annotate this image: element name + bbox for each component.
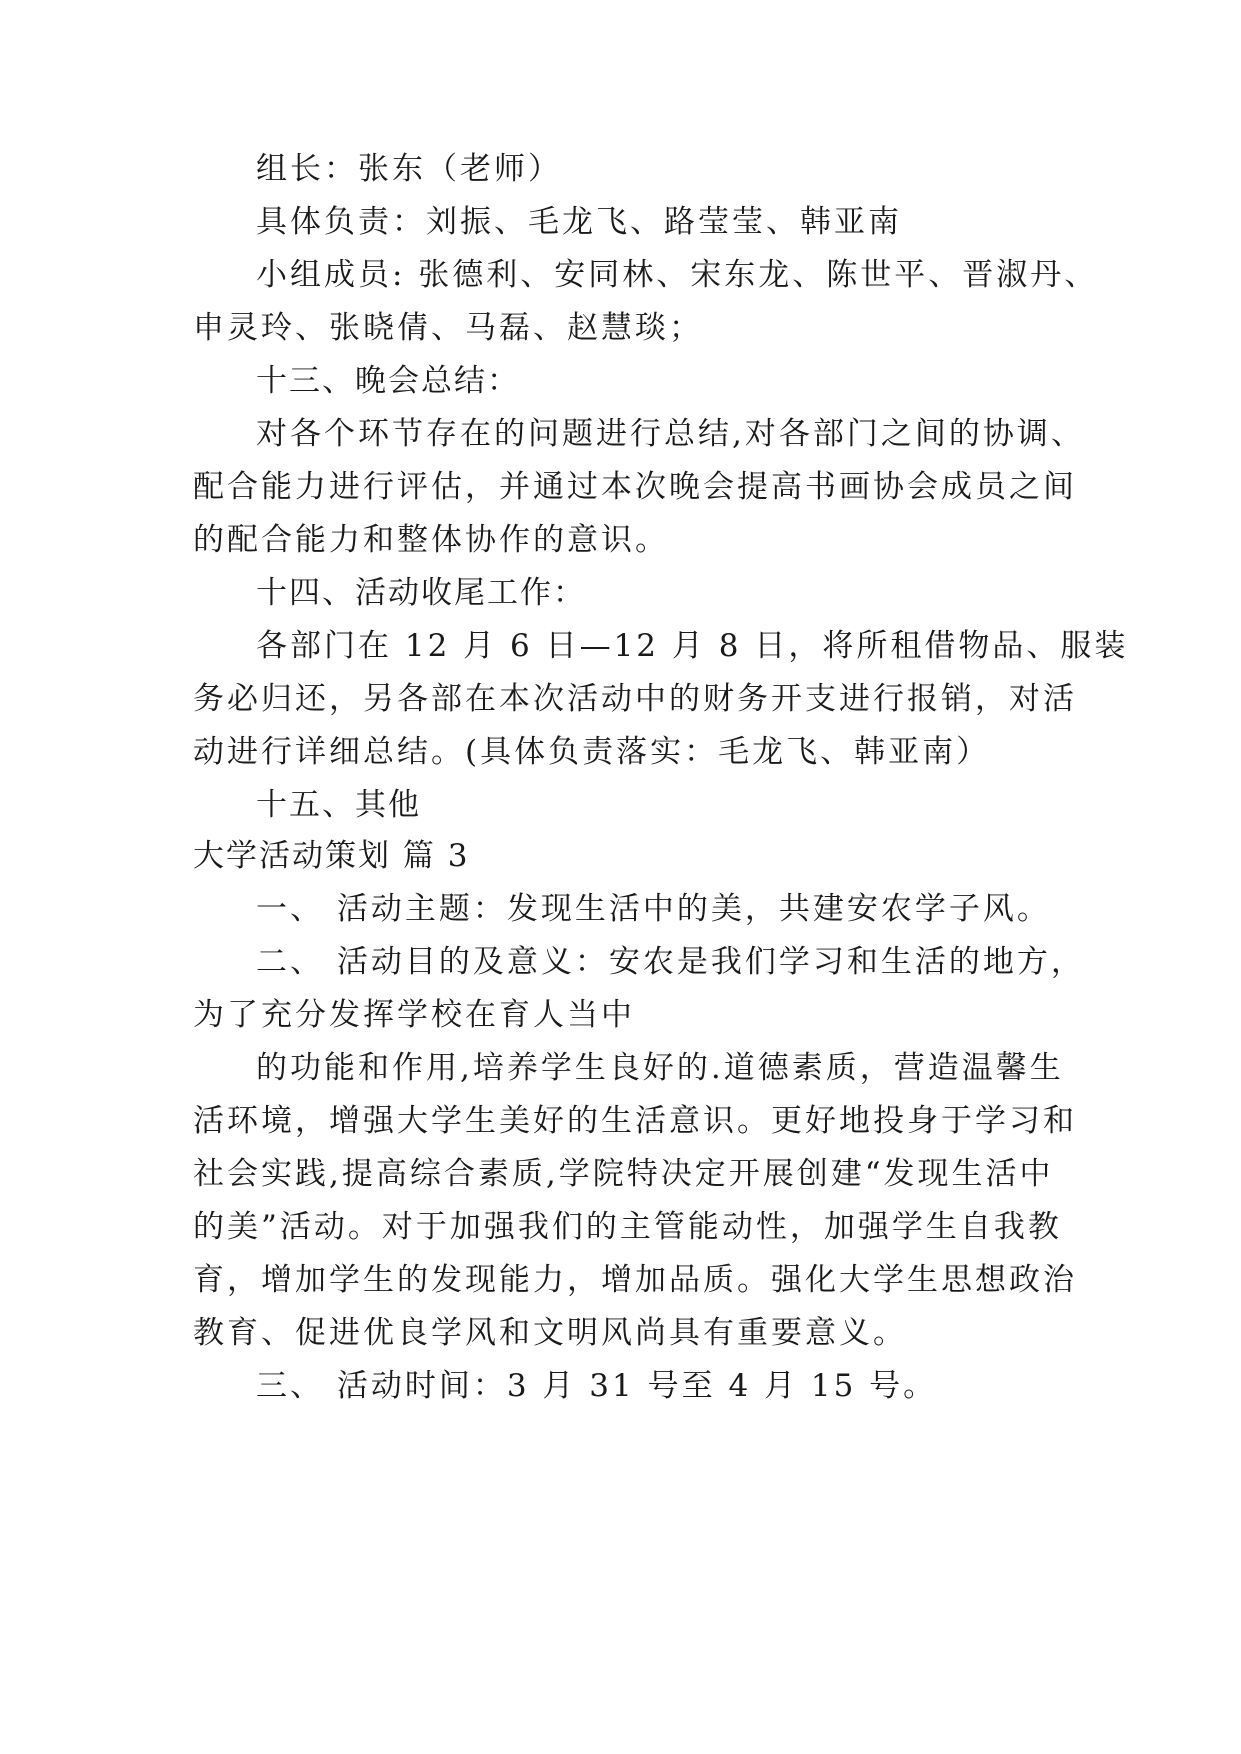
text-line-purpose-2: 为了充分发挥学校在育人当中 [193,997,635,1033]
text-line-purpose-1: 二、 活动目的及意义：安农是我们学习和生活的地方， [256,944,1085,980]
text-line-closing-1: 各部门在 12 月 6 日—12 月 8 日，将所租借物品、服装 [256,628,1129,664]
text-line-theme: 一、 活动主题：发现生活中的美，共建安农学子风。 [256,891,1051,927]
text-line-members-cont: 申灵玲、张晓倩、马磊、赵慧琰； [193,310,703,346]
text-line-purpose-4: 活环境，增强大学生美好的生活意识。更好地投身于学习和 [193,1103,1077,1139]
text-line-purpose-6: 的美”活动。对于加强我们的主管能动性，加强学生自我教 [193,1209,1062,1245]
text-line-summary-3: 的配合能力和整体协作的意识。 [193,522,669,558]
text-line-purpose-7: 育，增加学生的发现能力，增加品质。强化大学生思想政治 [193,1262,1077,1298]
text-line-purpose-8: 教育、促进优良学风和文明风尚具有重要意义。 [193,1315,907,1351]
text-line-closing-3: 动进行详细总结。(具体负责落实：毛龙飞、韩亚南） [193,734,991,770]
text-line-time: 三、 活动时间：3 月 31 号至 4 月 15 号。 [256,1368,938,1404]
text-line-leader: 组长：张东（老师） [256,151,562,187]
text-line-purpose-5: 社会实践,提高综合素质,学院特决定开展创建“发现生活中 [193,1156,1054,1192]
text-line-purpose-3: 的功能和作用,培养学生良好的.道德素质，营造温馨生 [256,1050,1064,1086]
text-line-responsible: 具体负责：刘振、毛龙飞、路莹莹、韩亚南 [256,204,902,240]
article-title: 大学活动策划 篇 3 [193,838,470,874]
section-heading-13: 十三、晚会总结： [256,363,520,399]
text-line-summary-1: 对各个环节存在的问题进行总结,对各部门之间的协调、 [256,416,1085,452]
text-line-members: 小组成员: 张德利、安同林、宋东龙、陈世平、晋淑丹、 [256,257,1099,293]
section-heading-15: 十五、其他 [256,787,421,823]
text-line-summary-2: 配合能力进行评估，并通过本次晚会提高书画协会成员之间 [193,469,1077,505]
section-heading-14: 十四、活动收尾工作： [256,575,586,611]
text-line-closing-2: 务必归还，另各部在本次活动中的财务开支进行报销，对活 [193,681,1077,717]
